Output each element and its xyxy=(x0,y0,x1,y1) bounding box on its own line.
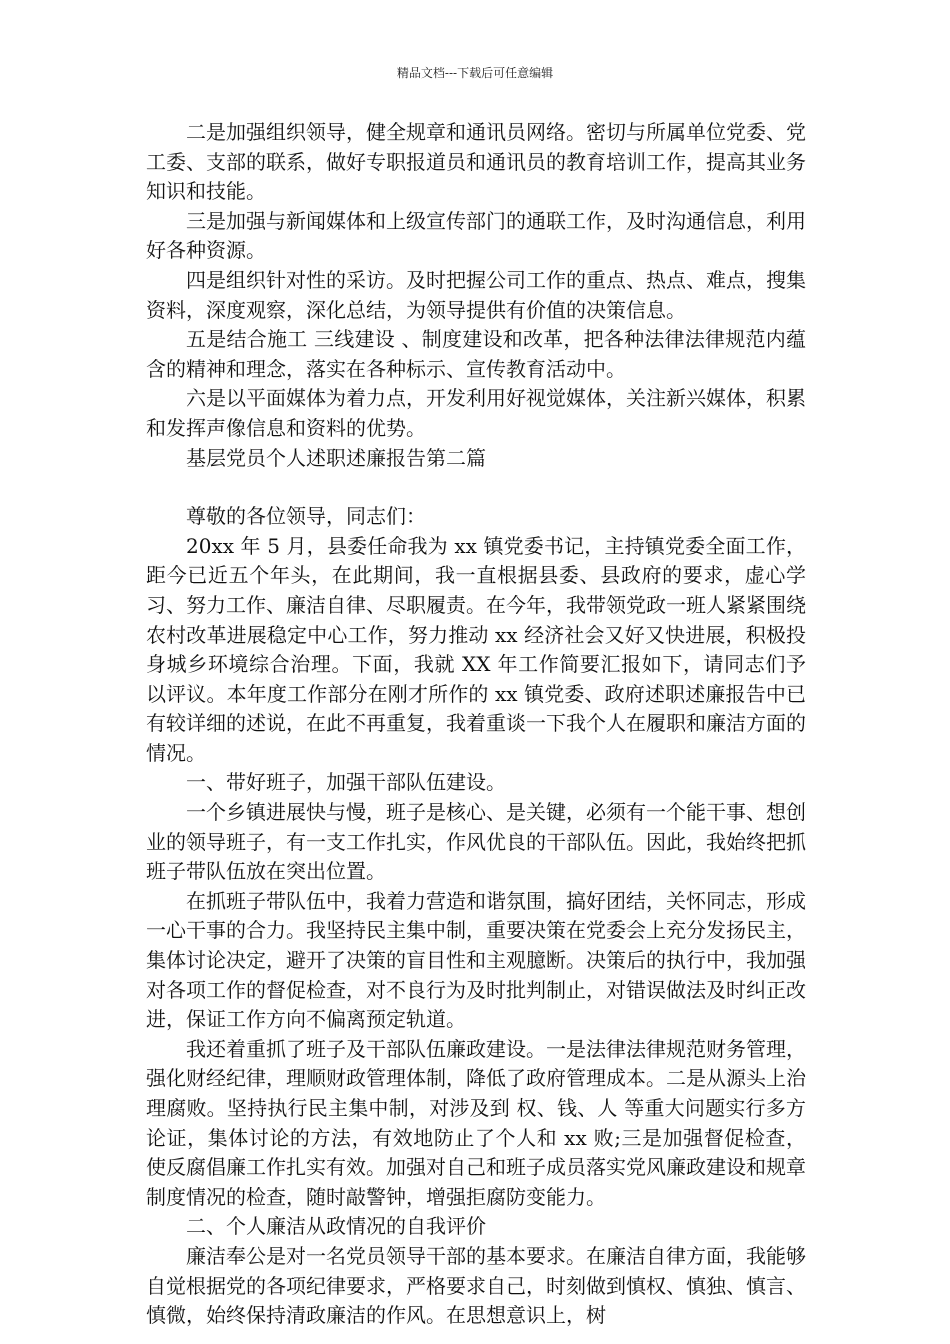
paragraph: 我还着重抓了班子及干部队伍廉政建设。一是法律法律规范财务管理，强化财经纪律，理顺财政管理体制，降低了政府管理成本。二是从源头上治理腐败。坚持执行民主集中制，对涉及到 权、钱、人 等重大问题实行多方论证，集体讨论的方法，有效地防止了个人和 xx 败;三是加强督促检查，使反腐倡廉工作扎实有效。加强对自己和班子成员落实党风廉政建设和规章制度情况的检查，随时敲警钟，增强拒腐防变能力。 xyxy=(146,1036,806,1209)
paragraph: 20xx 年 5 月，县委任命我为 xx 镇党委书记，主持镇党委全面工作，距今已近五个年头，在此期间，我一直根据县委、县政府的要求，虚心学习、努力工作、廉洁自律、尽职履责。在今年，我带领党政一班人紧紧围绕农村改革进展稳定中心工作，努力推动 xx 经济社会又好又快进展，积极投身城乡环境综合治理。下面，我就 XX 年工作简要汇报如下，请同志们予以评议。本年度工作部分在刚才所作的 xx 镇党委、政府述职述廉报告中已有较详细的述说，在此不再重复，我着重谈一下我个人在履职和廉洁方面的情况。 xyxy=(146,533,806,765)
paragraph: 在抓班子带队伍中，我着力营造和谐氛围，搞好团结，关怀同志，形成一心干事的合力。我坚持民主集中制，重要决策在党委会上充分发扬民主，集体讨论决定，避开了决策的盲目性和主观臆断。决策后的执行中，我加强对各项工作的督促检查，对不良行为及时批判制止，对错误做法及时纠正改进，保证工作方向不偏离预定轨道。 xyxy=(146,888,806,1032)
paragraph: 二是加强组织领导，健全规章和通讯员网络。密切与所属单位党委、党工委、支部的联系，做好专职报道员和通讯员的教育培训工作，提高其业务知识和技能。 xyxy=(146,120,806,204)
section-heading: 二、个人廉洁从政情况的自我评价 xyxy=(186,1214,486,1239)
paragraph: 六是以平面媒体为着力点，开发利用好视觉媒体，关注新兴媒体，积累和发挥声像信息和资料的优势。 xyxy=(146,386,806,440)
section-title: 基层党员个人述职述廉报告第二篇 xyxy=(186,445,486,470)
paragraph: 五是结合施工 三线建设 、制度建设和改革，把各种法律法律规范内蕴含的精神和理念，落实在各种标示、宣传教育活动中。 xyxy=(146,327,806,381)
paragraph: 一个乡镇进展快与慢，班子是核心、是关键，必须有一个能干事、想创业的领导班子，有一支工作扎实，作风优良的干部队伍。因此，我始终把抓班子带队伍放在突出位置。 xyxy=(146,800,806,884)
paragraph: 四是组织针对性的采访。及时把握公司工作的重点、热点、难点，搜集资料，深度观察，深化总结，为领导提供有价值的决策信息。 xyxy=(146,267,806,322)
paragraph: 三是加强与新闻媒体和上级宣传部门的通联工作，及时沟通信息，利用好各种资源。 xyxy=(146,208,806,263)
blank-line xyxy=(146,473,806,502)
document-body xyxy=(146,118,806,1331)
page-header: 精品文档---下载后可任意编辑 xyxy=(396,66,554,80)
paragraph: 廉洁奉公是对一名党员领导干部的基本要求。在廉洁自律方面，我能够自觉根据党的各项纪律要求，严格要求自己，时刻做到慎权、慎独、慎言、慎微，始终保持清政廉洁的作风。在思想意识上，树 xyxy=(146,1243,806,1328)
section-heading: 一、带好班子，加强干部队伍建设。 xyxy=(186,770,506,795)
salutation: 尊敬的各位领导，同志们： xyxy=(186,504,426,529)
